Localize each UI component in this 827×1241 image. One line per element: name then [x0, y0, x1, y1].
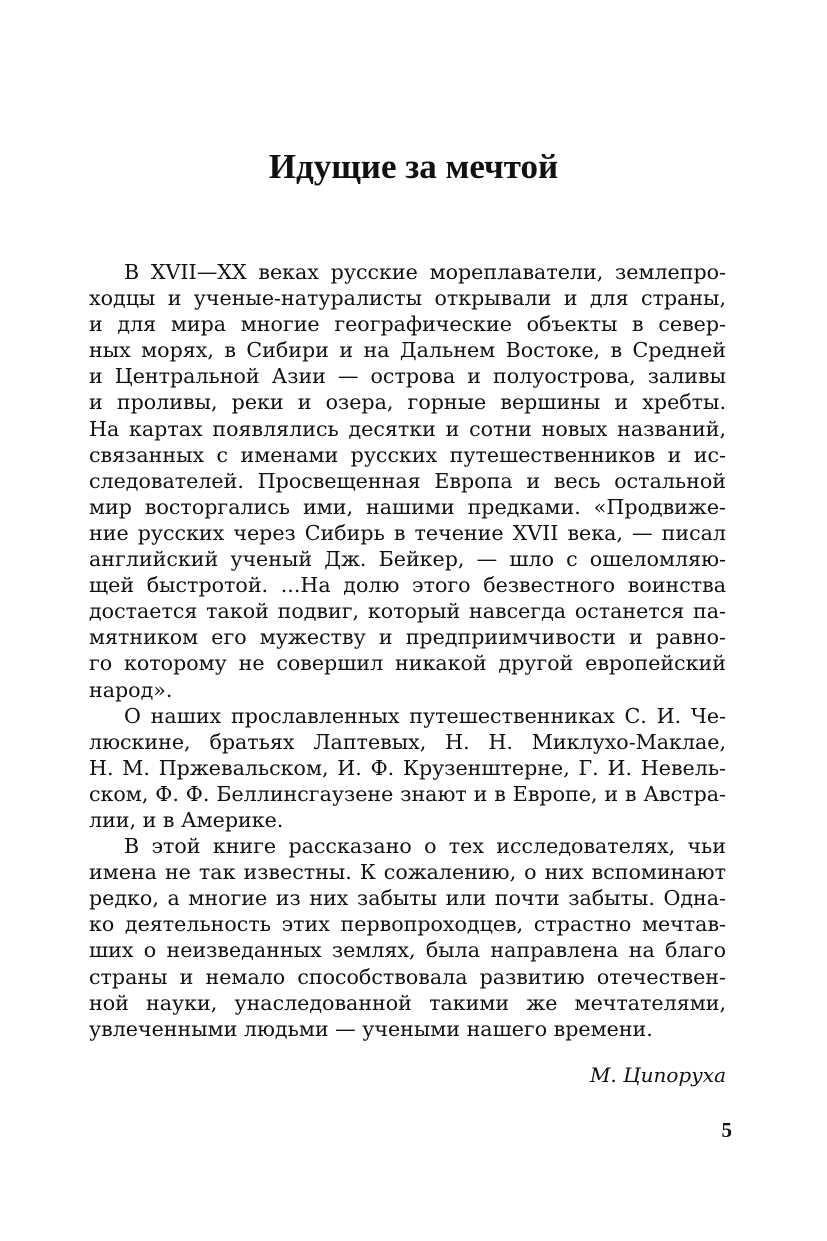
text-line: В этой книге рассказано о тех исследователях, чьи — [124, 834, 726, 859]
text-line: На картах появлялись десятки и сотни новых названий, — [89, 416, 726, 441]
text-line: народ». — [89, 677, 173, 702]
body-text — [89, 259, 726, 1042]
text-line: ние русских через Сибирь в течение XVII века, — писал — [89, 520, 726, 545]
text-line: редко, а многие из них забыты или почти забыты. Одна- — [89, 886, 726, 911]
text-line: английский ученый Дж. Бейкер, — шло с ошеломляю- — [89, 547, 726, 572]
text-line: ходцы и ученые-натуралисты открывали и для страны, — [89, 286, 726, 311]
text-line: ко деятельность этих первопроходцев, страстно мечтав- — [89, 912, 726, 937]
paragraph-1 — [89, 259, 726, 703]
text-line: Н. М. Пржевальском, И. Ф. Крузенштерне, Г. И. Невель- — [89, 755, 726, 780]
text-line: страны и немало способствовала развитию отечествен- — [89, 964, 726, 989]
text-line: щей быстротой. ...На долю этого безвестного воинства — [89, 573, 726, 598]
text-line: го которому не совершил никакой другой европейский — [89, 651, 726, 676]
text-line: достается такой подвиг, который навсегда останется па- — [89, 599, 726, 624]
text-line: следователей. Просвещенная Европа и весь остальной — [89, 468, 726, 493]
text-line: увлеченными людьми — учеными нашего времени. — [89, 1016, 653, 1041]
text-line: лии, и в Америке. — [89, 807, 284, 832]
text-line: ных морях, в Сибири и на Дальнем Востоке, в Средней — [89, 338, 726, 363]
text-line: мир восторгались ими, нашими предками. «Продвиже- — [89, 494, 726, 519]
page-title: Идущие за мечтой — [268, 147, 559, 186]
text-line: и проливы, реки и озера, горные вершины и хребты. — [89, 390, 726, 415]
text-line: имена не так известны. К сожалению, о них вспоминают — [89, 860, 726, 885]
page-number: 5 — [721, 1118, 732, 1142]
text-line: и Центральной Азии — острова и полуострова, заливы — [89, 364, 726, 389]
text-line: ших о неизведанных землях, была направлена на благо — [89, 938, 726, 963]
text-line: связанных с именами русских путешественников и ис- — [89, 442, 726, 467]
text-line: люскине, братьях Лаптевых, Н. Н. Миклухо-Маклае, — [89, 729, 726, 754]
paragraph-2 — [89, 703, 726, 833]
text-line: ском, Ф. Ф. Беллинсгаузене знают и в Европе, и в Австра- — [89, 781, 726, 806]
text-line: и для мира многие географические объекты в север- — [89, 312, 726, 337]
text-line: мятником его мужеству и предприимчивости и равно- — [89, 625, 726, 650]
text-line: В XVII—XX веках русские мореплаватели, землепро- — [124, 260, 726, 284]
text-line: ной науки, унаследованной такими же мечтателями, — [89, 990, 726, 1015]
text-line: О наших прославленных путешественниках С. И. Че- — [124, 703, 726, 728]
paragraph-3 — [89, 833, 726, 1042]
author-signature: М. Ципоруха — [589, 1063, 726, 1087]
